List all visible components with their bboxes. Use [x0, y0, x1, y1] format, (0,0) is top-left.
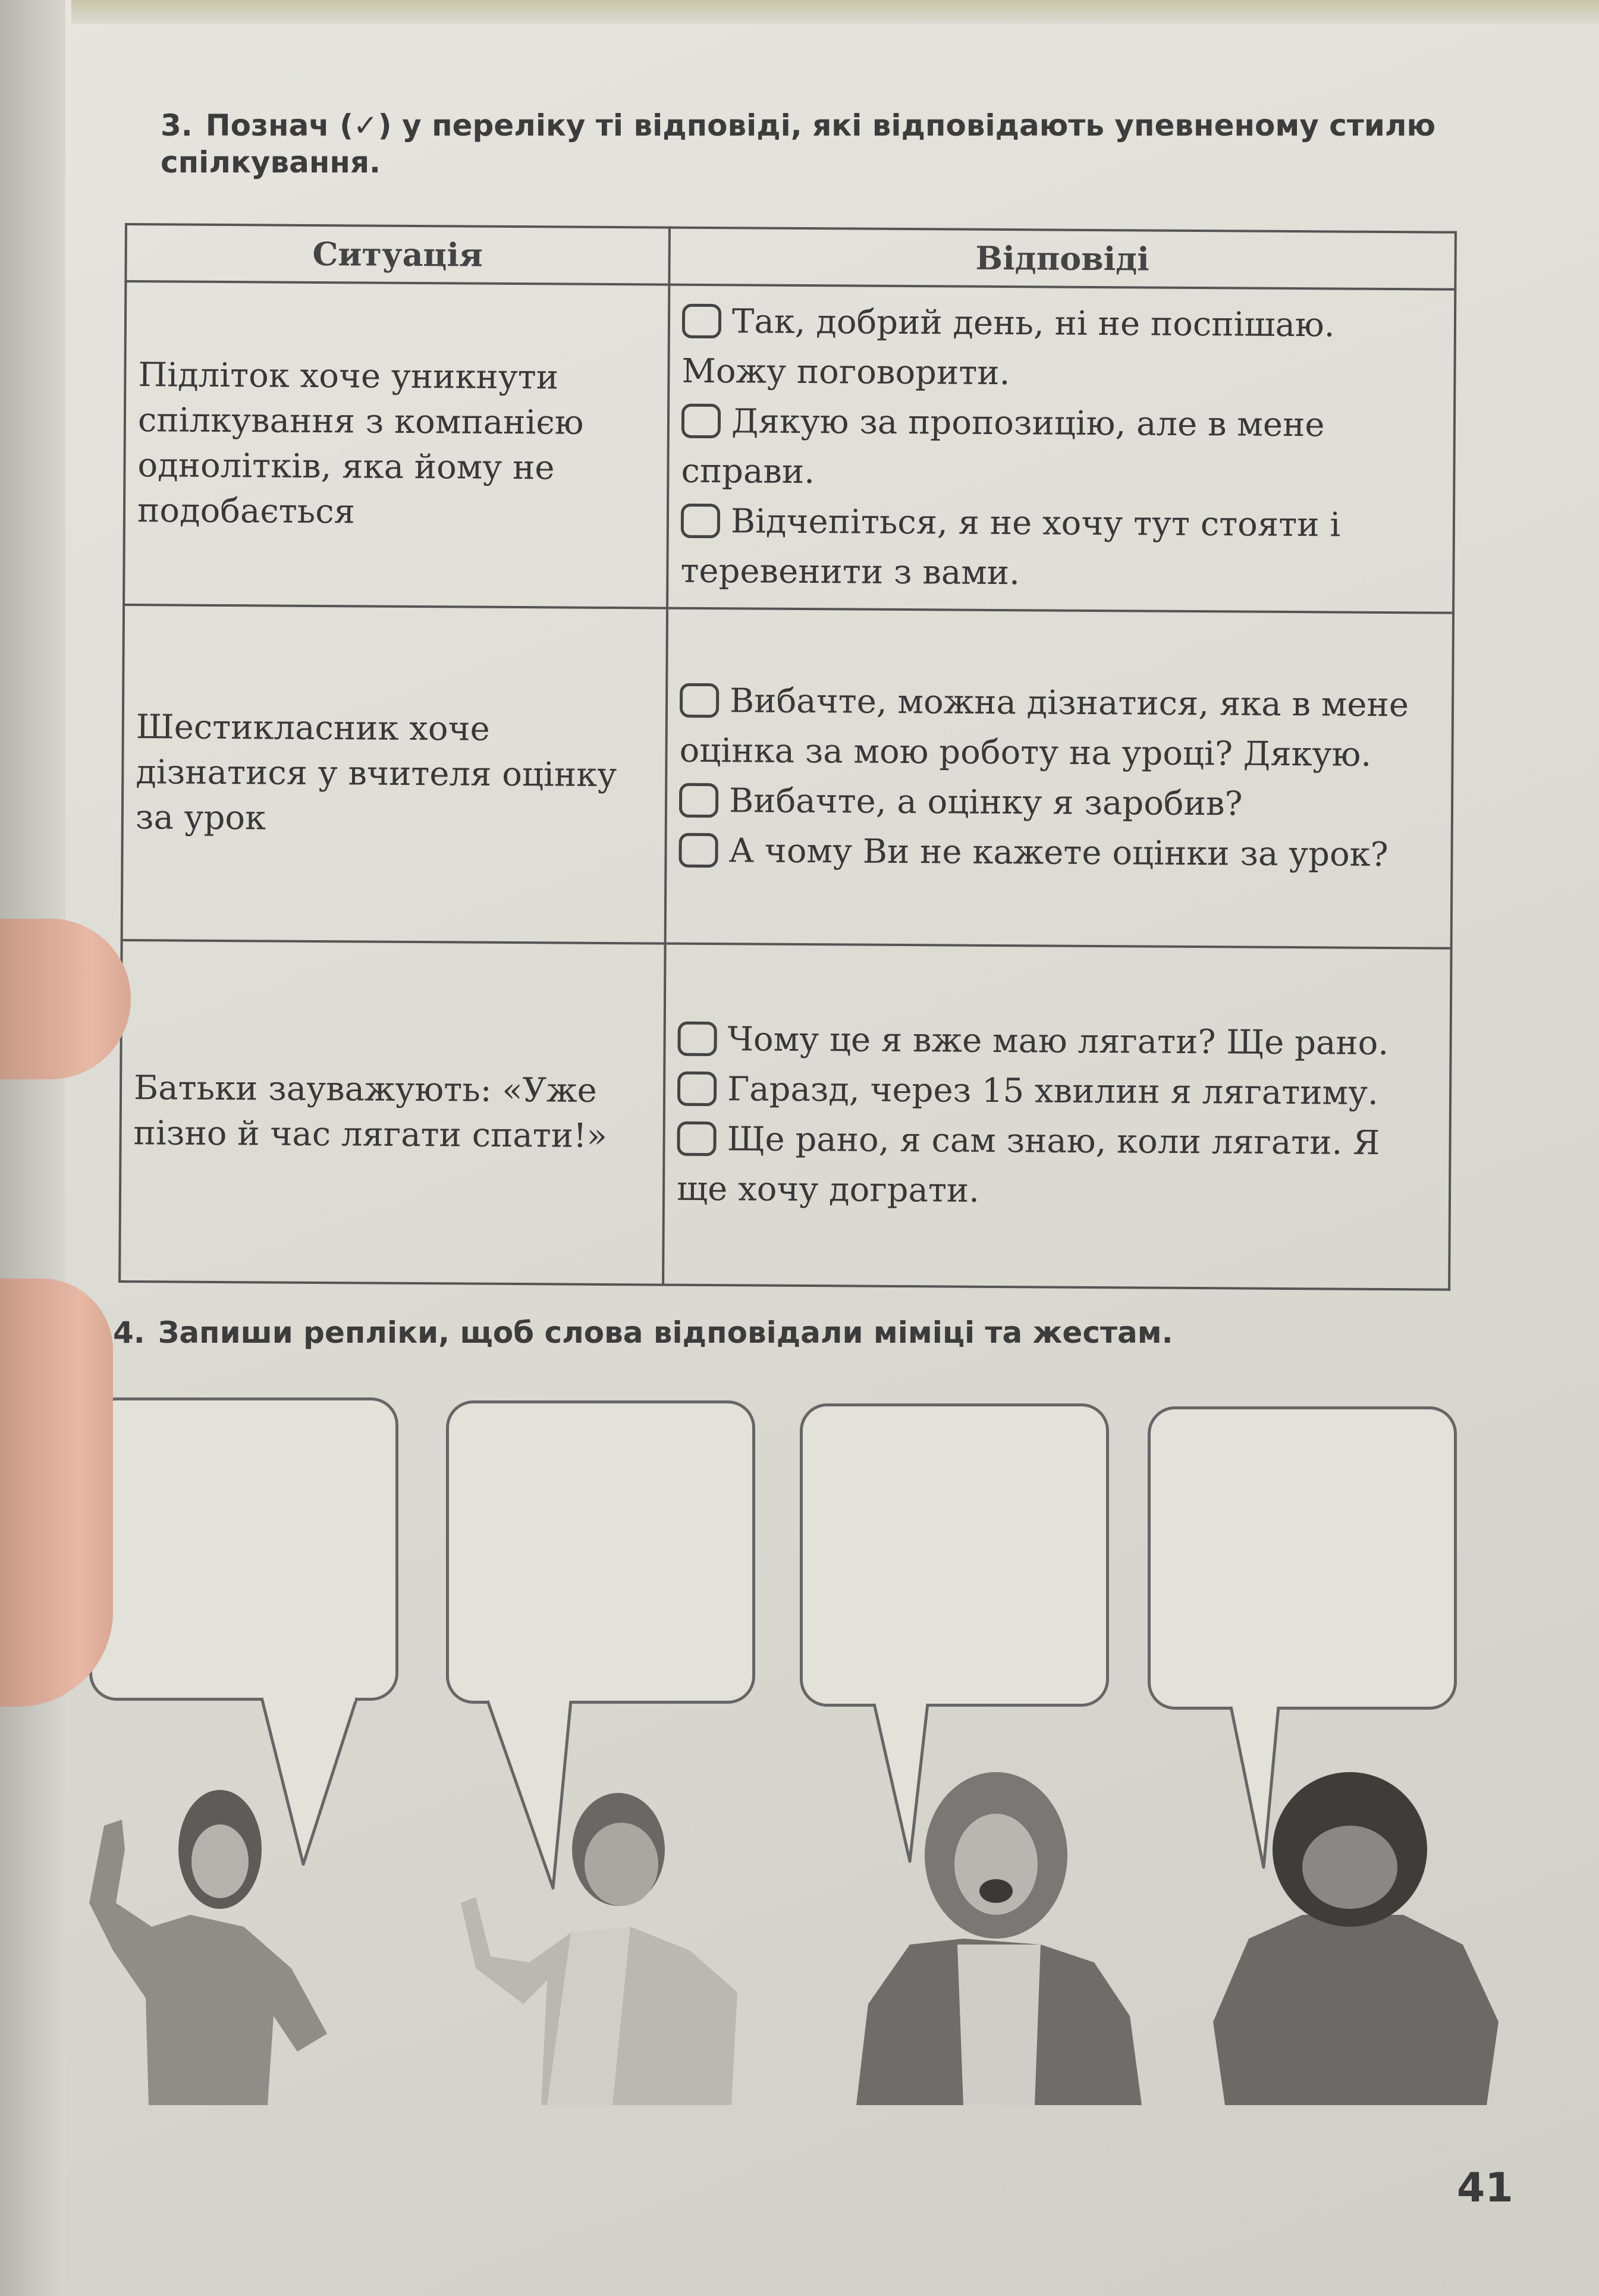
answer-text: Ще рано, я сам знаю, коли лягати. Я ще хочу дограти. [676, 1120, 1380, 1210]
answer-text: Дякую за пропозицію, але в мене справи. [681, 402, 1325, 492]
answer-text: Так, добрий день, ні не поспішаю. Можу поговорити. [681, 302, 1335, 393]
task-4-text: Запиши репліки, щоб слова відповідали міміці та жестам. [158, 1315, 1173, 1350]
situation-cell: Підліток хоче уникнути спілкування з компанією однолітків, яка йому не подобається [124, 281, 669, 608]
girl-covering-face-image [1201, 1772, 1510, 2105]
header-answers: Відповіді [669, 228, 1456, 290]
answer-text: Гаразд, через 15 хвилин я лягатиму. [727, 1070, 1379, 1113]
boy-victory-sign-image [434, 1778, 743, 2105]
task-3-text: Познач (✓) у переліку ті відповіді, які відповідають упевненому стилю спілкування. [161, 108, 1436, 180]
girl-laughing-image [844, 1766, 1154, 2105]
girl-waving-image [48, 1772, 345, 2105]
hand-thumb [0, 1279, 113, 1707]
header-situation: Ситуація [125, 224, 670, 285]
answer-text: Відчепіться, я не хочу тут стояти і теревенити з вами. [680, 502, 1341, 593]
answer-text: Вибачте, а оцінку я заробив? [728, 781, 1243, 824]
answer-text: А чому Ви не кажете оцінки за урок? [728, 831, 1388, 874]
answer-text: Вибачте, можна дізнатися, яка в мене оцінка за мою роботу на уроці? Дякую. [679, 681, 1409, 774]
situation-cell: Шестикласник хоче дізнатися у вчителя оцінку за урок [122, 605, 667, 944]
answer-text: Чому це я вже маю лягати? Ще рано. [727, 1020, 1389, 1063]
task-3-number: 3. [161, 108, 193, 143]
task-4-number: 4. [113, 1315, 145, 1350]
situation-cell: Батьки зауважують: «Уже пізно й час лягати спати!» [120, 940, 665, 1285]
page-number: 41 [1457, 2165, 1513, 2212]
